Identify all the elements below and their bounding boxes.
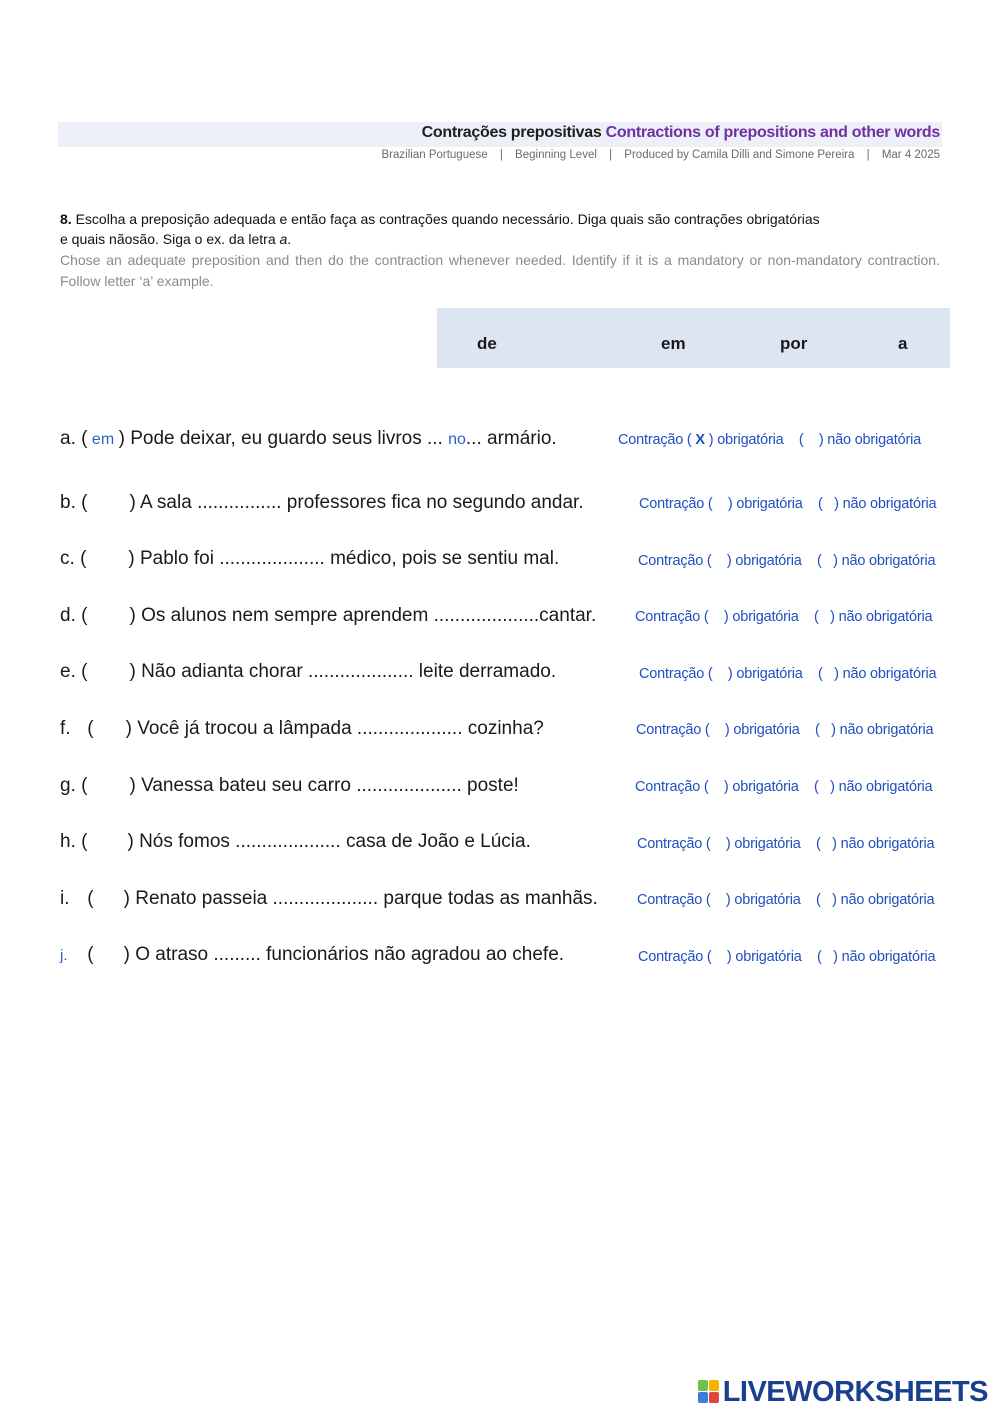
item-sentence: Nós fomos .................... casa de João e Lúcia. [133, 831, 531, 852]
word-bank-item[interactable]: de [477, 334, 497, 353]
exercise-item-e [60, 661, 556, 687]
item-letter: c. [60, 548, 75, 569]
mandatory-label[interactable]: ) obrigatória [725, 892, 801, 908]
item-sentence-start: Pode deixar, eu guardo seus livros ... [124, 428, 449, 449]
subtitle-separator: | [866, 149, 870, 161]
mandatory-label[interactable]: ) obrigatória [726, 553, 802, 569]
instructions-line1: Escolha a preposição adequada e então faça as contrações quando necessário. Diga quais são contrações obrigatórias [75, 211, 820, 227]
non-mandatory-checkbox[interactable]: ( [817, 949, 822, 965]
mandatory-label[interactable]: ) obrigatória [726, 949, 802, 965]
non-mandatory-label: ) não obrigatória [834, 666, 937, 682]
word-bank-box [437, 308, 950, 368]
item-close-paren: ) [129, 605, 136, 626]
mandatory-label[interactable]: ) obrigatória [727, 666, 803, 682]
instructions-english: Chose an adequate preposition and then do the contraction whenever needed. Identify if it is a mandatory or non-mandatory contraction. Follow letter ‘a’ example. [60, 252, 940, 289]
item-close-paren: ) [129, 775, 136, 796]
exercise-item-a [60, 428, 557, 454]
exercise-number: 8. [60, 211, 72, 227]
mandatory-label[interactable]: ) obrigatória [725, 836, 801, 852]
mandatory-label[interactable]: ) obrigatória [723, 609, 799, 625]
non-mandatory-label: ) não obrigatória [834, 496, 937, 512]
exercise-item-c [60, 548, 559, 574]
exercise-item-f [60, 718, 544, 744]
subtitle-authors: Produced by Camila Dilli and Simone Pereira [624, 149, 855, 161]
fill-field[interactable]: no [448, 431, 466, 448]
subtitle-level: Beginning Level [515, 149, 597, 161]
item-open-paren: ( [81, 428, 88, 449]
item-letter: b. [60, 492, 76, 513]
mandatory-label[interactable]: ) obrigatória [724, 722, 800, 738]
non-mandatory-checkbox[interactable]: ( [816, 892, 821, 908]
exercise-item-h [60, 831, 531, 857]
contraction-options-h [637, 836, 934, 852]
item-letter: a. [60, 428, 76, 449]
contraction-label: Contração ( [635, 609, 709, 625]
item-sentence-end: ... armário. [465, 428, 557, 449]
item-open-paren: ( [87, 888, 94, 909]
item-letter: j. [60, 947, 68, 964]
item-letter: i. [60, 888, 70, 909]
item-open-paren: ( [87, 944, 94, 965]
non-mandatory-checkbox[interactable]: ( [816, 836, 821, 852]
contraction-label: Contração ( [638, 949, 712, 965]
item-close-paren: ) [128, 548, 135, 569]
page-title [422, 124, 940, 142]
contraction-options-g [635, 779, 932, 795]
non-mandatory-checkbox[interactable]: ( [818, 666, 823, 682]
contraction-label: Contração ( [639, 666, 713, 682]
item-letter: d. [60, 605, 76, 626]
item-letter: e. [60, 661, 76, 682]
contraction-options-i [637, 892, 934, 908]
non-mandatory-label: ) não obrigatória [830, 779, 933, 795]
word-bank-item[interactable]: por [780, 334, 808, 353]
exercise-item-d [60, 605, 596, 631]
word-bank-item[interactable]: em [661, 334, 686, 353]
item-sentence: Renato passeia .................... parque todas as manhãs. [129, 888, 598, 909]
title-english: Contractions of prepositions and other words [605, 124, 940, 141]
subtitle-separator: | [609, 149, 613, 161]
subtitle-separator: | [499, 149, 503, 161]
mandatory-label: ) obrigatória [708, 432, 784, 448]
exercise-item-g [60, 775, 519, 801]
contraction-label: Contração ( [618, 432, 692, 448]
item-letter: g. [60, 775, 76, 796]
header-subtitle [382, 149, 940, 161]
contraction-label: Contração ( [637, 892, 711, 908]
non-mandatory-label: ) não obrigatória [832, 836, 935, 852]
item-sentence: Os alunos nem sempre aprendem ....................cantar. [135, 605, 597, 626]
mandatory-checkbox[interactable]: X [695, 432, 705, 448]
contraction-options-b [639, 496, 936, 512]
word-bank-item[interactable]: a [898, 334, 908, 353]
non-mandatory-label: ) não obrigatória [832, 892, 935, 908]
contraction-options-f [636, 722, 933, 738]
non-mandatory-checkbox[interactable]: ( [815, 722, 820, 738]
non-mandatory-checkbox[interactable]: ( [814, 609, 819, 625]
mandatory-label[interactable]: ) obrigatória [727, 496, 803, 512]
mandatory-label[interactable]: ) obrigatória [723, 779, 799, 795]
item-close-paren: ) [125, 718, 132, 739]
instructions-line2-start: e quais não [60, 231, 133, 247]
instructions-period: . [287, 231, 292, 247]
item-close-paren: ) [123, 888, 130, 909]
exercise-item-j [60, 944, 564, 970]
contraction-options-j [638, 949, 935, 965]
item-open-paren: ( [81, 831, 88, 852]
item-open-paren: ( [81, 661, 88, 682]
item-open-paren: ( [81, 605, 88, 626]
item-letter: h. [60, 831, 76, 852]
item-sentence: Vanessa bateu seu carro .................... poste! [135, 775, 519, 796]
liveworksheets-logo-icon [698, 1380, 720, 1404]
item-close-paren: ) [123, 944, 130, 965]
subtitle-language: Brazilian Portuguese [381, 149, 488, 161]
item-sentence: Você já trocou a lâmpada .................... cozinha? [131, 718, 544, 739]
item-sentence: O atraso ......... funcionários não agradou ao chefe. [129, 944, 565, 965]
contraction-label: Contração ( [635, 779, 709, 795]
answer-field[interactable]: em [87, 431, 119, 448]
non-mandatory-label: ) não obrigatória [818, 432, 922, 448]
item-close-paren: ) [118, 428, 125, 449]
item-close-paren: ) [129, 661, 136, 682]
contraction-label: Contração ( [636, 722, 710, 738]
contraction-options-d [635, 609, 932, 625]
contraction-options-a [618, 432, 921, 448]
contraction-options-c [638, 553, 935, 569]
item-open-paren: ( [80, 548, 87, 569]
non-mandatory-label: ) não obrigatória [833, 553, 936, 569]
non-mandatory-label: ) não obrigatória [833, 949, 936, 965]
contraction-label: Contração ( [637, 836, 711, 852]
item-letter: f. [60, 718, 71, 739]
subtitle-date: Mar 4 2025 [881, 149, 940, 161]
item-sentence: A sala ................ professores fica no segundo andar. [135, 492, 584, 513]
instructions-line2-end: são. Siga o ex. da letra [132, 231, 276, 247]
non-mandatory-label: ) não obrigatória [830, 609, 933, 625]
non-mandatory-checkbox[interactable]: ( [798, 432, 804, 448]
non-mandatory-checkbox[interactable]: ( [818, 496, 823, 512]
instructions-example-letter: a [279, 231, 288, 247]
liveworksheets-logo [698, 1376, 988, 1408]
item-close-paren: ) [129, 492, 136, 513]
exercise-item-b [60, 492, 584, 518]
item-sentence: Pablo foi .................... médico, pois se sentiu mal. [134, 548, 560, 569]
item-open-paren: ( [81, 492, 88, 513]
contraction-label: Contração ( [638, 553, 712, 569]
contraction-options-e [639, 666, 936, 682]
liveworksheets-logo-text: LIVEWORKSHEETS [722, 1375, 988, 1408]
instructions-portuguese [60, 209, 940, 249]
non-mandatory-label: ) não obrigatória [831, 722, 934, 738]
item-close-paren: ) [127, 831, 134, 852]
title-portuguese: Contrações prepositivas [421, 124, 602, 141]
item-open-paren: ( [81, 775, 88, 796]
contraction-label: Contração ( [639, 496, 713, 512]
non-mandatory-checkbox[interactable]: ( [814, 779, 819, 795]
exercise-item-i [60, 888, 598, 914]
item-sentence: Não adianta chorar .................... leite derramado. [135, 661, 557, 682]
non-mandatory-checkbox[interactable]: ( [817, 553, 822, 569]
item-open-paren: ( [87, 718, 94, 739]
